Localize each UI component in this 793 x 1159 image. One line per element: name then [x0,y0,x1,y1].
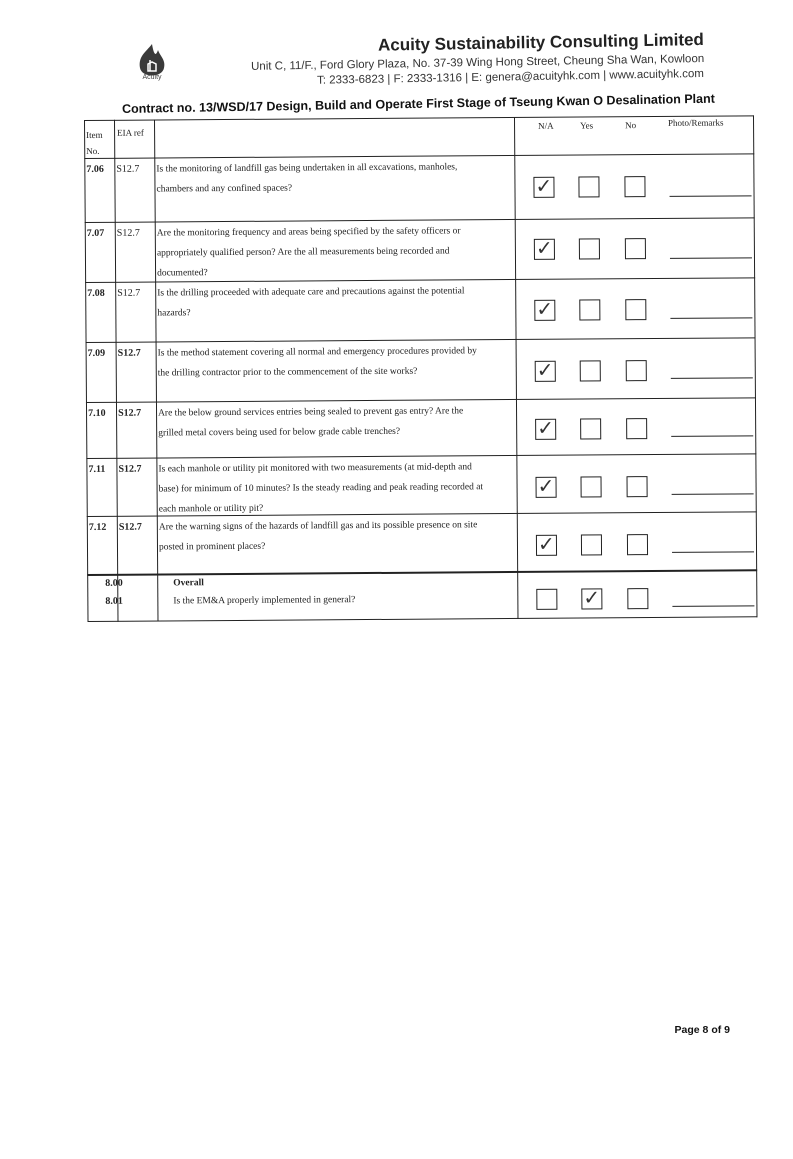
checkbox-na[interactable] [534,235,555,260]
checkbox-na[interactable] [534,296,555,321]
checkbox-no[interactable] [625,238,646,259]
page-number: Page 8 of 9 [674,1024,730,1036]
checklist-table [84,115,757,622]
header-photo-remarks: Photo/Remarks [667,117,724,128]
checkbox-na[interactable] [535,415,556,440]
eia-ref: S12.7 [118,521,142,533]
remarks-line[interactable] [670,257,752,259]
checkbox-yes[interactable] [581,585,602,610]
eia-ref: S12.7 [116,227,140,239]
tick-icon: ✓ [535,235,553,260]
question-text: Is each manhole or utility pit monitored with two measurements (at mid-depth and base) for minimum of 10 minutes? Is the steady reading and peak reading recorded at each manhole or utility pit? [158,462,484,515]
checkbox-no[interactable] [624,176,645,197]
header-item: Item [86,129,103,140]
checkbox-no[interactable] [627,534,648,555]
item-number: 7.08 [87,287,105,299]
company-name: Acuity Sustainability Consulting Limited [378,30,705,55]
checkbox-yes[interactable] [579,238,600,259]
tick-icon: ✓ [535,173,553,198]
checkbox-na[interactable] [535,357,556,382]
question-text: Is the drilling proceeded with adequate care and precautions against the potential hazards? [157,286,465,319]
header-eia-ref: EIA ref [117,127,144,138]
company-address: Unit C, 11/F., Ford Glory Plaza, No. 37-39 Wing Hong Street, Cheung Sha Wan, Kowloon [250,53,705,73]
checkbox-yes[interactable] [579,299,600,320]
header-yes: Yes [580,120,594,131]
tick-icon: ✓ [536,357,554,382]
question-text: Are the below ground services entries being sealed to prevent gas entry? Are the grilled metal covers being used for below grade cable trenches? [158,406,464,439]
checkbox-yes[interactable] [580,418,601,439]
tick-icon: ✓ [537,415,555,440]
question-text: Is the method statement covering all normal and emergency procedures provided by the drilling contractor prior to the commencement of the site works? [157,346,477,379]
remarks-line[interactable] [670,195,752,197]
checkbox-no[interactable] [625,299,646,320]
checkbox-no[interactable] [626,418,647,439]
eia-ref: S12.7 [118,407,142,419]
checkbox-yes[interactable] [581,476,602,497]
contract-title: Contract no. 13/WSD/17 Design, Build and Operate First Stage of Tseung Kwan O Desalination Plant [121,91,715,116]
checkbox-yes[interactable] [580,360,601,381]
tick-icon: ✓ [537,473,555,498]
checkbox-no[interactable] [626,360,647,381]
logo-text: Acuity [142,74,162,81]
overall-title: Overall [173,578,204,589]
checkbox-na[interactable] [536,531,557,556]
checkbox-na[interactable] [536,473,557,498]
question-text: Are the monitoring frequency and areas being specified by the safety officers or appropriately qualified person? Are the all measurements being recorded and documented? [156,226,461,279]
item-number: 7.09 [87,347,106,359]
checkbox-yes[interactable] [578,176,599,197]
checkbox-no[interactable] [627,476,648,497]
company-contacts: T: 2333-6823 | F: 2333-1316 | E: genera@acuityhk.com | www.acuityhk.com [317,68,705,87]
checkbox-na[interactable] [536,589,557,610]
eia-ref: S12.7 [116,163,140,175]
item-number: 8.00 [105,577,123,589]
overall-question: Is the EM&A properly implemented in general? [173,595,356,607]
tick-icon: ✓ [583,585,601,610]
eia-ref: S12.7 [118,463,142,475]
eia-ref: S12.7 [117,287,141,299]
remarks-line[interactable] [671,377,753,379]
remarks-line[interactable] [671,435,753,437]
remarks-line[interactable] [672,605,754,607]
remarks-line[interactable] [672,493,754,495]
checkbox-yes[interactable] [581,534,602,555]
question-text: Are the warning signs of the hazards of landfill gas and its possible presence on site posted in prominent places? [158,520,478,553]
checkbox-no[interactable] [627,588,648,609]
checkbox-na[interactable] [533,173,554,198]
item-number: 7.12 [88,521,107,533]
remarks-line[interactable] [670,317,752,319]
item-number: 7.06 [86,163,104,175]
remarks-line[interactable] [672,551,754,553]
tick-icon: ✓ [537,531,555,556]
company-logo [128,38,176,90]
item-number: 8.01 [105,595,123,607]
item-number: 7.11 [88,463,106,475]
eia-ref: S12.7 [117,347,141,359]
header-no: No. [86,145,100,156]
item-number: 7.10 [88,407,106,419]
header-na: N/A [538,120,554,131]
item-number: 7.07 [86,227,105,239]
tick-icon: ✓ [536,296,554,321]
question-text: Is the monitoring of landfill gas being undertaken in all excavations, manholes, chambers and any confined spaces? [156,162,458,195]
header-no-col: No [625,120,637,131]
